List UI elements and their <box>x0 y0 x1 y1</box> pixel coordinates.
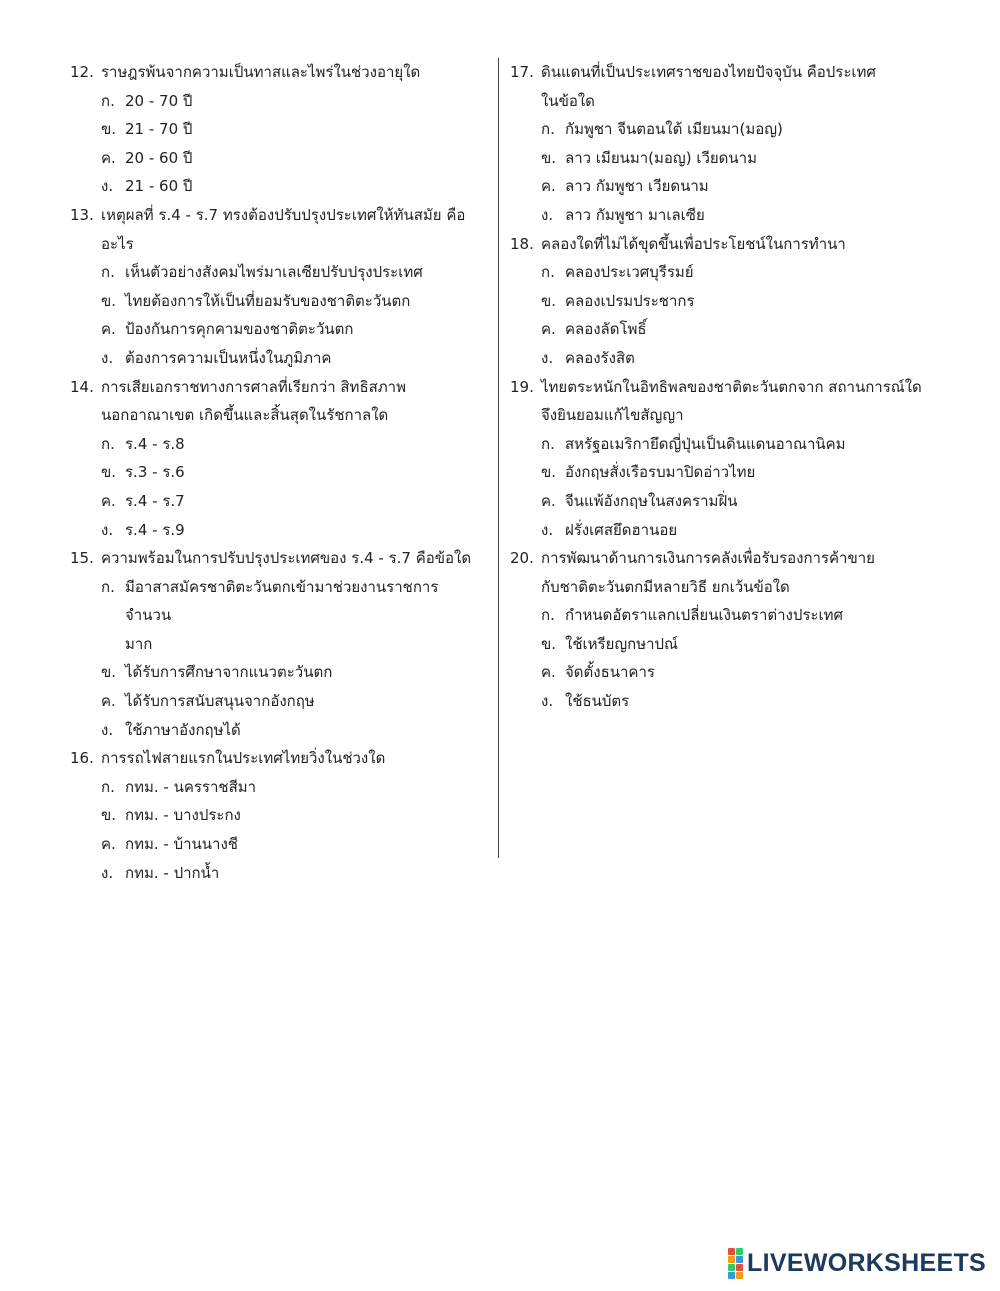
question-line <box>510 58 950 87</box>
logo-icon-block <box>728 1272 735 1279</box>
answer-option[interactable] <box>70 430 480 459</box>
question-line <box>510 230 950 259</box>
answer-option[interactable] <box>510 315 950 344</box>
option-label: ข. <box>101 291 117 310</box>
option-text: ลาว เมียนมา(มอญ) เวียดนาม <box>565 148 757 167</box>
answer-option[interactable] <box>510 487 950 516</box>
logo-text: LIVEWORKSHEETS <box>747 1248 986 1277</box>
option-text: ร.3 - ร.6 <box>125 463 185 482</box>
option-label: ก. <box>101 777 115 796</box>
option-label: ก. <box>101 434 115 453</box>
question-line <box>70 744 480 773</box>
left-column <box>70 58 480 887</box>
option-text: ได้รับการสนับสนุนจากอังกฤษ <box>125 692 315 711</box>
question-17 <box>510 58 950 230</box>
answer-option[interactable] <box>70 516 480 545</box>
question-line <box>510 544 950 573</box>
answer-option[interactable] <box>70 258 480 287</box>
answer-option[interactable] <box>510 344 950 373</box>
question-number: 15. <box>70 549 94 568</box>
answer-option[interactable] <box>70 87 480 116</box>
question-text: ความพร้อมในการปรับปรุงประเทศของ ร.4 - ร.7 คือข้อใด <box>101 549 472 568</box>
answer-option[interactable] <box>510 630 950 659</box>
option-label: ข. <box>541 291 557 310</box>
option-label: ค. <box>101 320 116 339</box>
option-text: ใช้ธนบัตร <box>565 692 630 711</box>
option-text: สหรัฐอเมริกายึดญี่ปุ่นเป็นดินแดนอาณานิคม <box>565 434 846 453</box>
question-20 <box>510 544 950 716</box>
option-label: ค. <box>101 148 116 167</box>
answer-option[interactable] <box>510 658 950 687</box>
question-number: 19. <box>510 377 534 396</box>
option-label: ค. <box>541 177 556 196</box>
option-label: ก. <box>101 577 115 596</box>
question-line <box>70 201 480 230</box>
answer-option[interactable] <box>70 487 480 516</box>
question-19 <box>510 373 950 545</box>
question-text: ดินแดนที่เป็นประเทศราชของไทยปัจจุบัน คือประเทศ <box>541 63 876 81</box>
answer-option[interactable] <box>70 315 480 344</box>
option-label: ค. <box>101 692 116 711</box>
answer-option[interactable] <box>510 601 950 630</box>
question-text: การพัฒนาด้านการเงินการคลังเพื่อรับรองการค้าขาย <box>541 549 875 568</box>
question-15 <box>70 544 480 744</box>
option-text: ลาว กัมพูชา มาเลเซีย <box>565 205 705 224</box>
option-label: ค. <box>541 663 556 682</box>
answer-option[interactable] <box>70 658 480 687</box>
logo-icon-block <box>728 1248 735 1255</box>
answer-option[interactable] <box>70 773 480 802</box>
option-label: ง. <box>541 692 554 711</box>
question-18 <box>510 230 950 373</box>
answer-option[interactable] <box>70 115 480 144</box>
question-line <box>510 373 950 402</box>
option-label: ง. <box>101 520 114 539</box>
option-text: กทม. - บางประกง <box>125 806 241 825</box>
question-number: 18. <box>510 234 534 253</box>
option-label: ก. <box>541 434 555 453</box>
option-text: อังกฤษสั่งเรือรบมาปิดอ่าวไทย <box>565 463 756 482</box>
option-text: 21 - 70 ปี <box>125 120 193 139</box>
option-text: คลองเปรมประชากร <box>565 291 695 310</box>
answer-option[interactable] <box>70 573 480 630</box>
option-text: 20 - 70 ปี <box>125 91 193 110</box>
option-text: กทม. - นครราชสีมา <box>125 777 257 796</box>
answer-option[interactable] <box>70 344 480 373</box>
column-divider <box>498 58 499 858</box>
question-number: 16. <box>70 749 94 768</box>
answer-option[interactable] <box>510 430 950 459</box>
question-text: การเสียเอกราชทางการศาลที่เรียกว่า สิทธิสภาพ <box>101 377 406 396</box>
option-text: กทม. - ปากน้ำ <box>125 863 220 882</box>
logo-icon <box>728 1248 743 1279</box>
answer-option[interactable] <box>70 859 480 888</box>
option-label: ก. <box>101 91 115 110</box>
option-label: ง. <box>101 177 114 196</box>
option-text: คลองประเวศบุรีรมย์ <box>565 263 694 282</box>
question-line <box>70 373 480 402</box>
option-text: ต้องการความเป็นหนึ่งในภูมิภาค <box>125 348 332 367</box>
right-column <box>510 58 950 716</box>
answer-option[interactable] <box>70 172 480 201</box>
option-label: ค. <box>541 320 556 339</box>
option-text: กทม. - บ้านนางชี <box>125 835 238 854</box>
question-number: 14. <box>70 377 94 396</box>
option-label: ข. <box>541 634 557 653</box>
answer-option[interactable] <box>510 458 950 487</box>
option-text: ใช้ภาษาอังกฤษได้ <box>125 720 241 739</box>
option-text: 21 - 60 ปี <box>125 177 193 196</box>
option-label: ข. <box>541 148 557 167</box>
option-label: ค. <box>101 835 116 854</box>
answer-option[interactable] <box>70 144 480 173</box>
option-label: ก. <box>541 606 555 625</box>
option-label: ง. <box>101 863 114 882</box>
option-text: ใช้เหรียญกษาปณ์ <box>565 634 678 653</box>
option-label: ก. <box>541 263 555 282</box>
option-text: ได้รับการศึกษาจากแนวตะวันตก <box>125 663 333 682</box>
question-text: ราษฎรพ้นจากความเป็นทาสและไพร่ในช่วงอายุใด <box>101 63 421 81</box>
option-text-continued: มาก <box>125 634 153 653</box>
liveworksheets-logo <box>728 1249 986 1277</box>
option-label: ง. <box>541 348 554 367</box>
question-line <box>70 58 480 87</box>
option-label: ข. <box>101 663 117 682</box>
answer-option[interactable] <box>510 144 950 173</box>
answer-option[interactable] <box>510 516 950 545</box>
question-text: เหตุผลที่ ร.4 - ร.7 ทรงต้องปรับปรุงประเทศให้ทันสมัย คือ <box>101 205 466 224</box>
answer-option[interactable] <box>510 687 950 716</box>
option-text: ไทยต้องการให้เป็นที่ยอมรับของชาติตะวันตก <box>125 291 411 310</box>
option-label: ก. <box>541 120 555 139</box>
option-text: กัมพูชา จีนตอนใต้ เมียนมา(มอญ) <box>565 120 783 139</box>
option-text: เห็นตัวอย่างสังคมไพร่มาเลเซียปรับปรุงประเทศ <box>125 263 423 282</box>
answer-option[interactable] <box>70 458 480 487</box>
option-label: ง. <box>541 205 554 224</box>
logo-icon-block <box>736 1256 743 1263</box>
option-text: ฝรั่งเศสยึดฮานอย <box>565 520 678 539</box>
option-label: ง. <box>541 520 554 539</box>
question-12 <box>70 58 480 201</box>
question-number: 13. <box>70 205 94 224</box>
option-label: ข. <box>541 463 557 482</box>
option-text: กำหนดอัตราแลกเปลี่ยนเงินตราต่างประเทศ <box>565 606 844 625</box>
logo-icon-block <box>728 1264 735 1271</box>
answer-option[interactable] <box>70 830 480 859</box>
question-number: 12. <box>70 63 94 81</box>
logo-icon-block <box>728 1256 735 1263</box>
option-label: ค. <box>541 491 556 510</box>
logo-icon-block <box>736 1272 743 1279</box>
option-text: ร.4 - ร.9 <box>125 520 185 539</box>
option-label: ข. <box>101 120 117 139</box>
question-13 <box>70 201 480 373</box>
question-text-continued: นอกอาณาเขต เกิดขึ้นและสิ้นสุดในรัชกาลใด <box>101 406 389 425</box>
answer-option[interactable] <box>510 115 950 144</box>
option-text: ป้องกันการคุกคามของชาติตะวันตก <box>125 320 354 339</box>
option-text: 20 - 60 ปี <box>125 148 193 167</box>
option-text: ลาว กัมพูชา เวียดนาม <box>565 177 709 196</box>
option-text: จีนแพ้อังกฤษในสงครามฝิ่น <box>565 491 738 510</box>
option-text: ร.4 - ร.8 <box>125 434 185 453</box>
question-line <box>70 544 480 573</box>
option-text: คลองลัดโพธิ์ <box>565 320 647 339</box>
question-number: 17. <box>510 63 534 81</box>
answer-option[interactable] <box>70 801 480 830</box>
option-label: ข. <box>101 806 117 825</box>
option-text: จัดตั้งธนาคาร <box>565 663 655 682</box>
answer-option[interactable] <box>70 287 480 316</box>
answer-option[interactable] <box>510 172 950 201</box>
logo-icon-block <box>736 1248 743 1255</box>
question-text: ไทยตระหนักในอิทธิพลของชาติตะวันตกจาก สถานการณ์ใด <box>541 377 922 396</box>
option-text: คลองรังสิต <box>565 348 635 367</box>
answer-option[interactable] <box>510 201 950 230</box>
question-text-continued: จึงยินยอมแก้ไขสัญญา <box>541 406 684 425</box>
question-14 <box>70 373 480 545</box>
question-text-continued: ในข้อใด <box>541 91 595 110</box>
answer-option[interactable] <box>510 287 950 316</box>
question-text-continued: กับชาติตะวันตกมีหลายวิธี ยกเว้นข้อใด <box>541 577 790 596</box>
answer-option[interactable] <box>510 258 950 287</box>
option-label: ข. <box>101 463 117 482</box>
option-label: ค. <box>101 491 116 510</box>
answer-option[interactable] <box>70 716 480 745</box>
logo-icon-block <box>736 1264 743 1271</box>
option-label: ง. <box>101 348 114 367</box>
answer-option[interactable] <box>70 687 480 716</box>
question-text: การรถไฟสายแรกในประเทศไทยวิ่งในช่วงใด <box>101 749 386 768</box>
question-number: 20. <box>510 549 534 568</box>
option-text: ร.4 - ร.7 <box>125 491 185 510</box>
option-label: ก. <box>101 263 115 282</box>
question-text-continued: อะไร <box>101 234 134 253</box>
option-label: ง. <box>101 720 114 739</box>
question-16 <box>70 744 480 887</box>
question-text: คลองใดที่ไม่ได้ขุดขึ้นเพื่อประโยชน์ในการทำนา <box>541 234 846 253</box>
option-text: มีอาสาสมัครชาติตะวันตกเข้ามาช่วยงานราชการจำนวน <box>125 577 439 625</box>
